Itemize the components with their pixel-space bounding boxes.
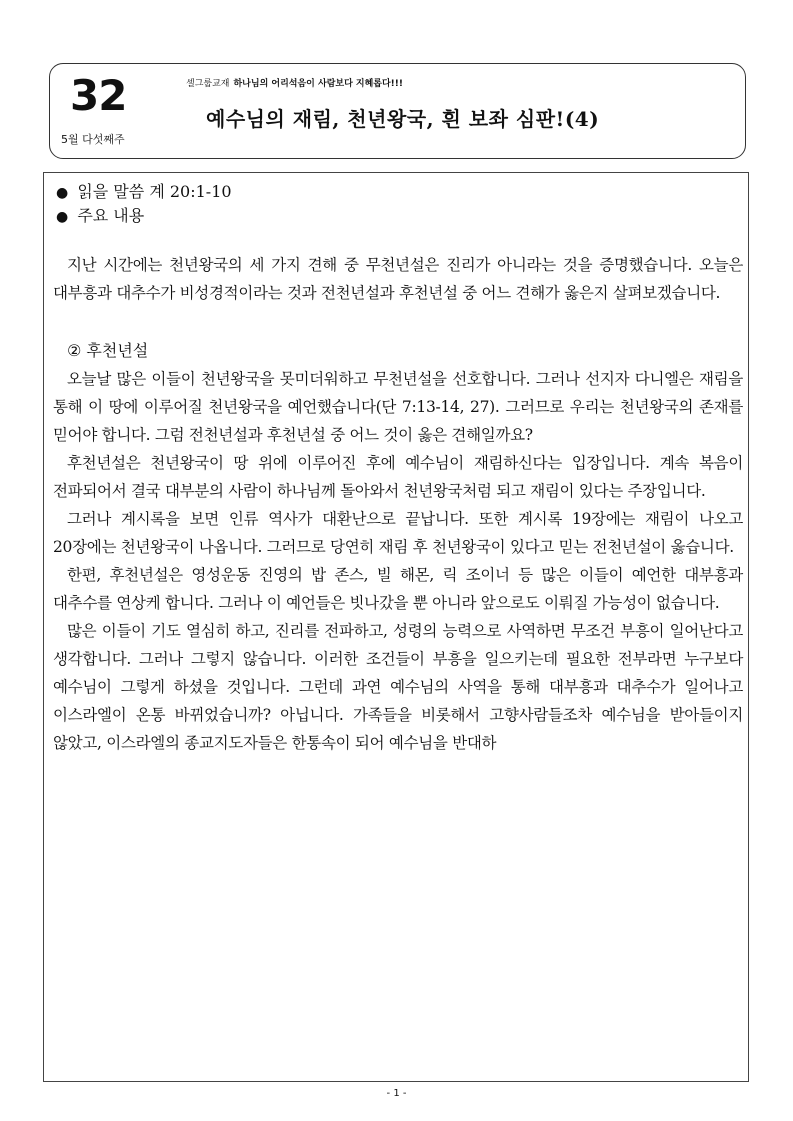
summary-line (56, 205, 743, 229)
body-paragraph: 많은 이들이 기도 열심히 하고, 진리를 전파하고, 성령의 능력으로 사역하면 무조건 부흥이 일어난다고 생각합니다. 그러나 그렇지 않습니다. 이러한 조건들이 부흥을 일으키는데 필요한 전부라면 누구보다 예수님이 그렇게 하셨을 것입니다. 그런데 과연 예수님의 사역을 통해 대부흥과 대추수가 일어나고 이스라엘이 온통 바뀌었습니까? 아닙니다. 가족들을 비롯해서 고향사람들조차 예수님을 받아들이지 않았고, 이스라엘의 종교지도자들은 한통속이 되어 예수님을 반대하 (53, 622, 743, 752)
bullet-icon: ● (56, 209, 69, 225)
lesson-number: 32 (70, 71, 127, 120)
series-theme: 하나님의 어리석음이 사람보다 지혜롭다!!! (233, 79, 403, 89)
body-paragraph: 그러나 계시록을 보면 인류 역사가 대환난으로 끝납니다. 또한 계시록 19장에는 재림이 나오고 20장에는 천년왕국이 나옵니다. 그러므로 당연히 재림 후 천년왕국이 있다고 믿는 전천년설이 옳습니다. (53, 510, 743, 556)
reading-reference: 계 20:1-10 (149, 182, 232, 201)
bullet-icon: ● (56, 185, 69, 201)
section-heading: ② 후천년설 (67, 341, 149, 360)
body-paragraph: 후천년설은 천년왕국이 땅 위에 이루어진 후에 예수님이 재림하신다는 입장입니다. 계속 복음이 전파되어서 결국 대부분의 사람이 하나님께 돌아와서 천년왕국처럼 되고 재림이 있다는 주장입니다. (53, 454, 743, 500)
reading-line (56, 181, 743, 205)
lesson-title: 예수님의 재림, 천년왕국, 흰 보좌 심판!(4) (206, 107, 600, 131)
series-label: 셀그룹교재 (186, 79, 230, 89)
body-paragraph: 한편, 후천년설은 영성운동 진영의 밥 존스, 빌 해몬, 릭 조이너 등 많은 이들이 예언한 대부흥과 대추수를 연상케 합니다. 그러나 이 예언들은 빗나갔을 뿐 아니라 앞으로도 이뤄질 가능성이 없습니다. (53, 566, 743, 612)
lesson-content (53, 181, 743, 757)
series-line (186, 78, 403, 90)
page-number: - 1 - (386, 1088, 407, 1099)
lesson-week: 5월 다섯째주 (61, 133, 125, 146)
summary-label: 주요 내용 (77, 206, 145, 225)
body-paragraph: 오늘날 많은 이들이 천년왕국을 못미더워하고 무천년설을 선호합니다. 그러나 선지자 다니엘은 재림을 통해 이 땅에 이루어질 천년왕국을 예언했습니다(단 7:13-14, 27). 그러므로 우리는 천년왕국의 존재를 믿어야 합니다. 그럼 전천년설과 후천년설 중 어느 것이 옳은 견해일까요? (53, 370, 743, 444)
intro-paragraph: 지난 시간에는 천년왕국의 세 가지 견해 중 무천년설은 진리가 아니라는 것을 증명했습니다. 오늘은 대부흥과 대추수가 비성경적이라는 것과 전천년설과 후천년설 중 어느 견해가 옳은지 살펴보겠습니다. (53, 256, 743, 302)
reading-label: 읽을 말씀 (77, 182, 145, 201)
